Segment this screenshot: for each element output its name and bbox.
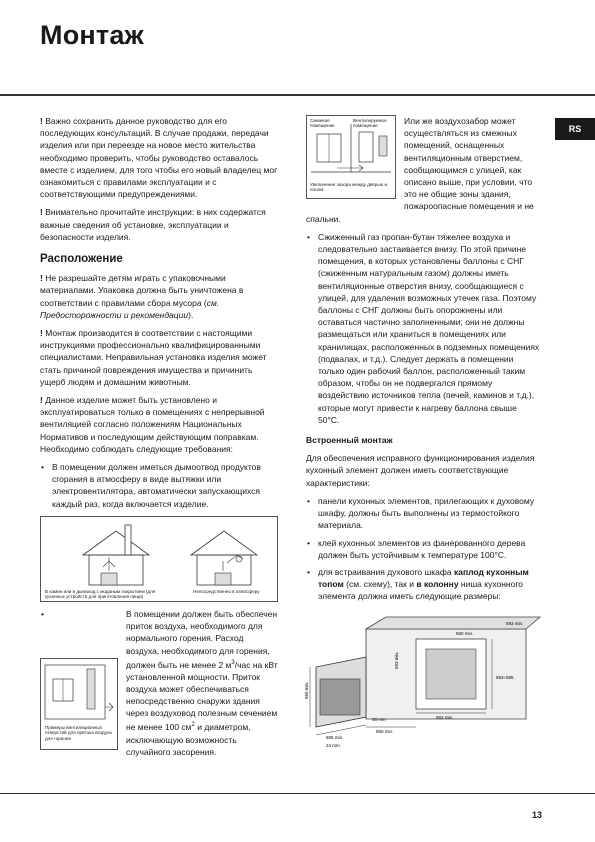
list-item-text: для встраивания духового шкафа каплод кухонным топом (см. схему), так и в колонну ниша кухонного элемента должна иметь следующие размеры: bbox=[318, 566, 529, 602]
warning-mark: ! bbox=[40, 116, 43, 126]
dimension-label: 45 mm bbox=[372, 716, 386, 722]
figure-label-left: Смежное помещение bbox=[310, 118, 335, 129]
requirements-list bbox=[40, 461, 278, 510]
figure-caption-left: В камин или в дымоход с моданым покрытием (для кухонных устройств для приготовления пищи) bbox=[45, 588, 156, 600]
dimension-label: 593 min. bbox=[394, 651, 399, 669]
warning-mark: ! bbox=[40, 273, 43, 284]
cross-reference: см. Предосторожности и рекомендации bbox=[40, 297, 220, 320]
paragraph-text: Важно сохранить данное руководство для его последующих консультаций. В случае продажи, передачи изделия или при переезде на новое место жительства необходимо проверить, чтобы руководство оставалось вместе с изделием, для того чтобы его новый владелец мог ознакомиться с правилами эксплуатации и с соответствующими предупреждениями. bbox=[40, 116, 278, 200]
paragraph-children bbox=[40, 272, 278, 321]
figure-label-right: Вентилируемое помещение bbox=[353, 118, 387, 129]
warning-mark: ! bbox=[40, 395, 43, 406]
paragraph-built-in: Для обеспечения исправного функционирования изделия кухонный элемент должен иметь соответствующие характеристики: bbox=[306, 453, 535, 488]
bullet-icon: • bbox=[307, 566, 310, 577]
dimension-label: 595 min. bbox=[326, 734, 344, 740]
dimension-label: 24 mm bbox=[326, 742, 340, 748]
page-number: 13 bbox=[532, 810, 543, 820]
list-item-text: клей кухонных элементов из фанерованного дерева должен быть устойчивым к температуре 100°С. bbox=[318, 537, 526, 560]
dimension-label: 550 min. bbox=[376, 728, 394, 734]
warning-mark: ! bbox=[40, 328, 43, 339]
figure-caption-right: Непосредственно в атмосферу bbox=[193, 588, 260, 594]
bullet-icon: • bbox=[307, 495, 310, 506]
figure-caption: Увеличение зазора между дверью и полом bbox=[310, 182, 388, 193]
lpg-list bbox=[306, 231, 540, 426]
paragraph-text: ). bbox=[188, 309, 194, 320]
bullet-icon: • bbox=[41, 462, 44, 473]
list-item-text: Сжиженный газ пропан-бутан тяжелее воздуха и следовательно застаивается внизу. По этой причине помещения, в которых установлены баллоны с СНГ (сжиженным натуральным газом) должны иметь вентиляционные отверстия внизу, сообщающиеся с улицей, для удаления возможных утечек газа. Поэтому баллоны с СНГ должны быть опорожнены или оставаться частично заполненными; они не должны размещаться или храниться в помещениях или хранилищах, расположенных в подземных помещениях (подвалах, и т.д.). Следует держать в помещении только один рабочий баллон, расположенный таким образом, чтобы он не подвергался прямому воздействию источников тепла (печей, каминов и т.д.), которые могут привести к нагреву баллона свыше 50°С. bbox=[318, 231, 540, 425]
dimension-label: 560 min. bbox=[304, 681, 309, 699]
requirements-list-2 bbox=[40, 608, 278, 758]
list-item-text: В помещении должен быть обеспечен приток воздуха, необходимого для нормального горения. Расход воздуха, необходимого для горения, должен быть не менее 2 $м^3$/час на кВт установленной мощности. Приток воздуха может обеспечиваться непосредственно снаружи здания через воздуховод полезным сечением не менее 100 $см^2$ и диаметром, исключающую возможность случайного засорения. bbox=[126, 608, 278, 757]
figure-exhaust bbox=[40, 516, 278, 602]
figure-air-inlet bbox=[40, 658, 118, 750]
dimension-label: 560 min. bbox=[456, 630, 474, 636]
built-in-requirements bbox=[306, 495, 540, 603]
list-item bbox=[40, 608, 278, 758]
paragraph-text: Монтаж производится в соответствии с настоящими инструкциями профессионально квалифицированными специалистами. Неправильная установка изделия может стать причиной повреждения имущества и причинить ущерб людям и домашним животным. bbox=[40, 328, 267, 387]
kitchen-cabinet-diagram bbox=[306, 609, 540, 749]
bottom-divider bbox=[0, 793, 595, 794]
dimension-label: 593 min. bbox=[506, 620, 524, 626]
paragraph-ventilation bbox=[40, 394, 278, 455]
list-item bbox=[306, 495, 540, 532]
paragraph-adjacent-rooms: Или же воздухозабор может осуществляться из смежных помещений, оснащенных вентиляционным отверстием, сообщающимся с улицей, как описано выше, при условии, что это не общие зоны здания, пожароопасные помещения и не спальни. bbox=[306, 116, 534, 224]
air-inlet-diagram bbox=[41, 659, 117, 723]
figure-kitchen-cabinet bbox=[306, 609, 540, 749]
page-title: Монтаж bbox=[40, 20, 144, 50]
dimension-label: 593 min. bbox=[436, 714, 454, 720]
paragraph-text: Не разрешайте детям играть с упаковочными материалами. Упаковка должна быть уничтожена в соответствии с правилами сбора мусора ( bbox=[40, 273, 244, 308]
paragraph-keep-manual bbox=[40, 115, 278, 200]
dimension-label: 583÷585 bbox=[496, 674, 514, 680]
bullet-icon: • bbox=[307, 537, 310, 548]
top-divider bbox=[0, 94, 595, 96]
list-item bbox=[306, 537, 540, 561]
paragraph-text: Данное изделие может быть установлено и эксплуатироваться только в помещениях с непрерывной вентиляцией согласно положениям Национальных Нормативов и последующим действующим поправкам. Необходимо соблюдать следующие требования: bbox=[40, 395, 265, 454]
paragraph-read-instructions bbox=[40, 206, 278, 243]
bullet-icon: • bbox=[41, 608, 44, 619]
bullet-icon: • bbox=[307, 231, 310, 242]
list-item-text: панели кухонных элементов, прилегающих к духовому шкафу, должны быть выполнены из термостойкого материала. bbox=[318, 495, 535, 531]
left-column bbox=[40, 115, 278, 764]
figure-caption: Примеры вентиляционных отверстий для притока воздуха для горения bbox=[45, 724, 112, 741]
warning-mark: ! bbox=[40, 207, 43, 218]
section-title-location: Расположение bbox=[40, 253, 123, 266]
right-column bbox=[306, 115, 540, 749]
paragraph-installation bbox=[40, 327, 278, 388]
list-item bbox=[306, 566, 540, 603]
figure-adjacent-room bbox=[306, 115, 396, 199]
list-item bbox=[40, 461, 278, 510]
paragraph-text: Внимательно прочитайте инструкции: в них содержатся важные сведения об установке, эксплуатации и безопасности изделия. bbox=[40, 207, 266, 242]
section-title-built-in: Встроенный монтаж bbox=[306, 435, 393, 446]
list-item bbox=[306, 231, 540, 426]
language-tab: RS bbox=[555, 118, 595, 140]
list-item-text: В помещении должен иметься дымоотвод продуктов сгорания в атмосферу в виде вытяжки или электровентилятора, автоматически запускающихся каждый раз, когда включается изделие. bbox=[52, 462, 261, 509]
